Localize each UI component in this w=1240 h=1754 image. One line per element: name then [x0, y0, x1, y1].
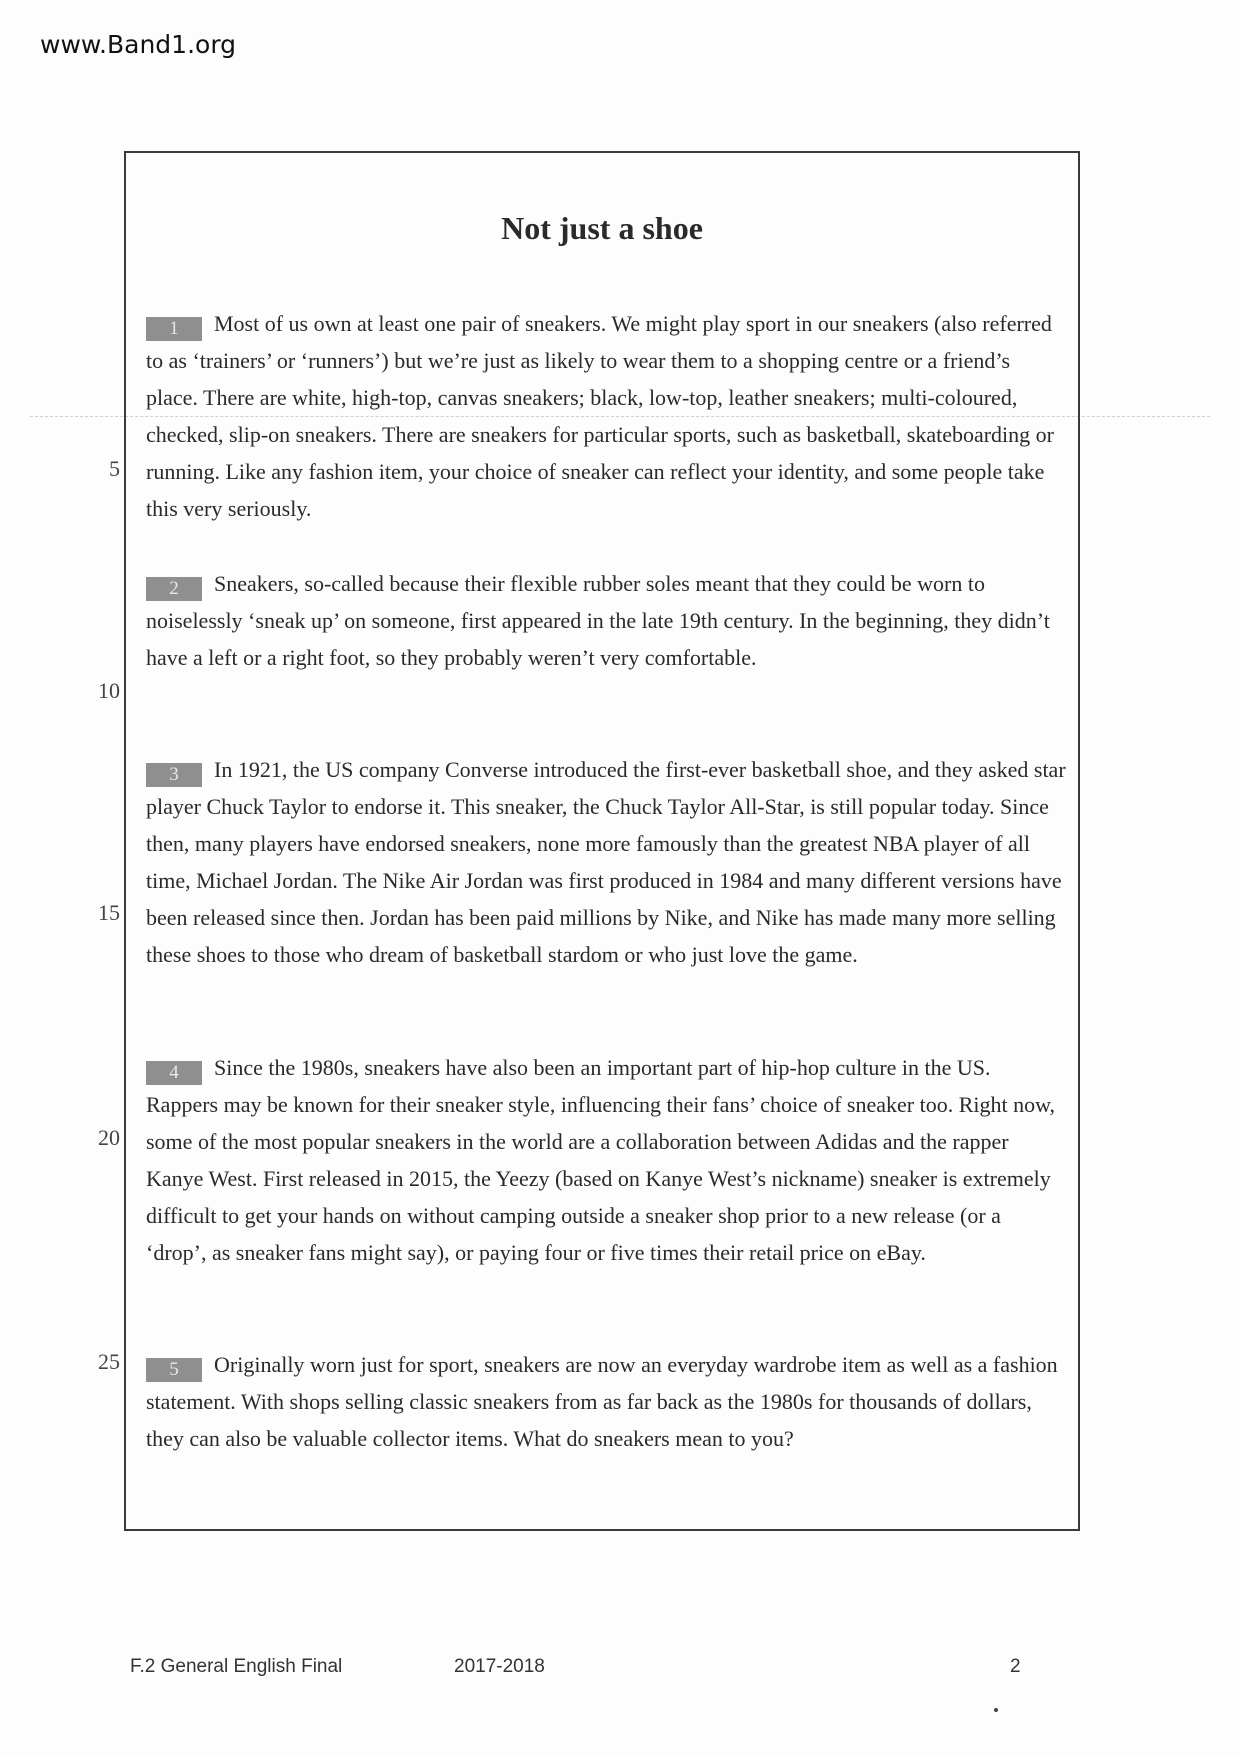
- paragraph-text-3: In 1921, the US company Converse introduced the first-ever basketball shoe, and they asked star player Chuck Taylor to endorse it. This sneaker, the Chuck Taylor All-Star, is still popular today. Since then, many players have endorsed sneakers, none more famously than the greatest NBA player of all time, Michael Jordan. The Nike Air Jordan was first produced in 1984 and many different versions have been released since then. Jordan has been paid millions by Nike, and Nike has made many more selling these shoes to those who dream of basketball stardom or who just love the game.: [146, 757, 1066, 967]
- line-number-20: 20: [98, 1125, 120, 1150]
- paragraph-label-1: 1: [146, 317, 202, 341]
- paragraph-4: [146, 1049, 1066, 1271]
- passage-title: Not just a shoe: [501, 210, 703, 246]
- paragraph-text-1: Most of us own at least one pair of sneakers. We might play sport in our sneakers (also referred to as ‘trainers’ or ‘runners’) but we’re just as likely to wear them to a shopping centre or a friend’s place. There are white, high-top, canvas sneakers; black, low-top, leather sneakers; multi-coloured, checked, slip-on sneakers. There are sneakers for particular sports, such as basketball, skateboarding or running. Like any fashion item, your choice of sneaker can reflect your identity, and some people take this very seriously.: [146, 311, 1054, 521]
- footer-page-number: 2: [1010, 1656, 1021, 1677]
- line-number-5: 5: [109, 456, 120, 481]
- paragraph-3: [146, 751, 1066, 973]
- paragraph-1: [146, 305, 1066, 527]
- reading-passage-box: [124, 151, 1080, 1531]
- line-number-25: 25: [98, 1349, 120, 1374]
- line-number-15: 15: [98, 900, 120, 925]
- paragraph-text-5: Originally worn just for sport, sneakers are now an everyday wardrobe item as well as a fashion statement. With shops selling classic sneakers from as far back as the 1980s for thousands of dollars, they can also be valuable collector items. What do sneakers mean to you?: [146, 1352, 1058, 1451]
- footer-exam-name: F.2 General English Final: [130, 1656, 343, 1677]
- paragraph-text-2: Sneakers, so-called because their flexible rubber soles meant that they could be worn to noiselessly ‘sneak up’ on someone, first appeared in the late 19th century. In the beginning, they didn’t have a left or a right foot, so they probably weren’t very comfortable.: [146, 571, 1050, 670]
- paragraph-text-4: Since the 1980s, sneakers have also been an important part of hip-hop culture in the US. Rappers may be known for their sneaker style, influencing their fans’ choice of sneaker too. Right now, some of the most popular sneakers in the world are a collaboration between Adidas and the rapper Kanye West. First released in 2015, the Yeezy (based on Kanye West’s nickname) sneaker is extremely difficult to get your hands on without camping outside a sneaker shop prior to a new release (or a ‘drop’, as sneaker fans might say), or paying four or five times their retail price on eBay.: [146, 1055, 1056, 1265]
- line-number-10: 10: [98, 678, 120, 703]
- paragraph-label-5: 5: [146, 1358, 202, 1382]
- paragraph-label-3: 3: [146, 763, 202, 787]
- paragraph-2: [146, 565, 1066, 676]
- footer-year: 2017-2018: [454, 1656, 545, 1677]
- site-url: www.Band1.org: [40, 30, 237, 59]
- paragraph-5: [146, 1346, 1066, 1457]
- scan-speck: [994, 1708, 998, 1712]
- paragraph-label-4: 4: [146, 1061, 202, 1085]
- paragraph-label-2: 2: [146, 577, 202, 601]
